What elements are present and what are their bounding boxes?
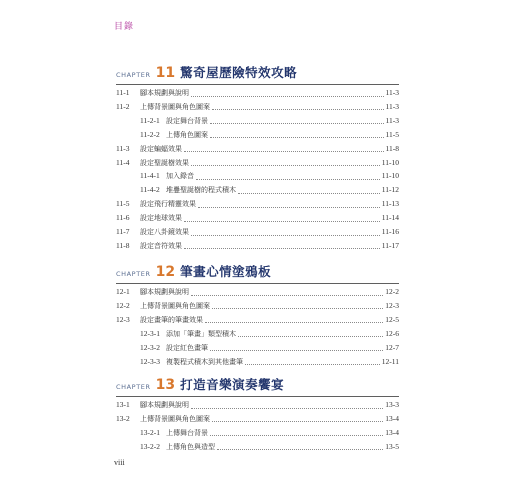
entry-number: 11-3 xyxy=(116,143,130,153)
entry-title: 腳本規劃與說明 xyxy=(140,401,189,409)
entry-number: 11-1 xyxy=(116,88,130,97)
entry-title: 設定舞台背景 xyxy=(166,116,208,125)
entry-page: 12-7 xyxy=(385,342,399,352)
chapter-title: 驚奇屋歷險特效攻略 xyxy=(180,65,298,80)
dot-leader xyxy=(184,248,380,249)
dot-leader xyxy=(191,295,383,296)
entry-number: 11-4 xyxy=(116,157,130,167)
entry-number: 11-2 xyxy=(116,101,130,111)
entry-page: 11-3 xyxy=(385,88,399,97)
entry-number: 12-1 xyxy=(116,287,130,296)
dot-leader xyxy=(184,221,380,222)
entry-page: 12-11 xyxy=(381,356,399,366)
entry-title: 腳本規劃與說明 xyxy=(140,288,189,296)
chapter-number: 13 xyxy=(155,377,176,393)
toc-entry xyxy=(116,156,399,170)
entry-number: 13-2 xyxy=(116,413,130,423)
toc-entry xyxy=(116,100,399,114)
entry-page: 13-5 xyxy=(385,441,399,451)
entry-number: 13-2-1 xyxy=(140,427,160,437)
dot-leader xyxy=(210,137,384,138)
entry-title: 上傳背景圖與角色圖案 xyxy=(140,414,210,423)
chapter-number: 11 xyxy=(155,65,176,81)
dot-leader xyxy=(212,109,384,110)
toc-entry xyxy=(116,211,399,225)
entry-page: 11-5 xyxy=(385,129,399,139)
dot-leader xyxy=(210,123,384,124)
toc-subentry xyxy=(116,327,399,341)
toc-entry xyxy=(116,299,399,313)
entry-number: 12-3-3 xyxy=(140,356,160,366)
chapter-label: CHAPTER xyxy=(116,270,151,278)
entry-title: 堆疊聖誕樹的程式積木 xyxy=(166,186,236,195)
entry-page: 11-3 xyxy=(385,115,399,125)
entry-title: 上傳角色圖案 xyxy=(166,130,208,139)
toc-subentry xyxy=(116,426,399,440)
entry-page: 13-3 xyxy=(385,400,399,409)
toc-subentry xyxy=(116,440,399,454)
toc-subentry xyxy=(116,128,399,142)
dot-leader xyxy=(210,435,383,436)
chapter-rule xyxy=(116,396,399,397)
chapter-rule xyxy=(116,84,399,85)
entry-number: 13-1 xyxy=(116,400,130,409)
dot-leader xyxy=(191,96,384,97)
entry-number: 11-2-1 xyxy=(140,115,160,125)
entry-number: 11-2-2 xyxy=(140,129,160,139)
toc-entry xyxy=(116,285,399,299)
entry-page: 11-10 xyxy=(381,171,399,181)
entry-number: 12-3 xyxy=(116,314,130,324)
dot-leader xyxy=(205,322,383,323)
dot-leader xyxy=(217,449,383,450)
entry-page: 11-8 xyxy=(385,143,399,153)
dot-leader xyxy=(184,151,384,152)
toc-entry xyxy=(116,239,399,253)
entry-title: 設定飛行精靈效果 xyxy=(140,200,196,209)
page-number: viii xyxy=(114,458,125,467)
entry-title: 上傳背景圖與角色圖案 xyxy=(140,301,210,310)
toc-entry xyxy=(116,412,399,426)
entry-title: 添加「筆畫」類型積木 xyxy=(166,329,236,338)
entry-title: 設定八卦鏡效果 xyxy=(140,228,189,236)
dot-leader xyxy=(212,421,383,422)
toc-entry xyxy=(116,398,399,412)
chapter-heading xyxy=(116,262,399,282)
toc-subentry xyxy=(116,355,399,369)
entry-title: 設定音符效果 xyxy=(140,241,182,250)
chapter-number: 12 xyxy=(155,264,176,280)
entry-title: 設定畫筆的筆畫效果 xyxy=(140,315,203,324)
entry-title: 上傳角色與造型 xyxy=(166,442,215,451)
entry-page: 12-2 xyxy=(385,287,399,296)
entry-number: 12-2 xyxy=(116,300,130,310)
entry-title: 上傳舞台背景 xyxy=(166,428,208,437)
dot-leader xyxy=(198,207,380,208)
chapter-heading xyxy=(116,63,399,83)
chapter-title: 筆畫心情塗鴉板 xyxy=(180,264,272,279)
entry-number: 11-8 xyxy=(116,240,130,250)
toc-entry xyxy=(116,225,399,239)
dot-leader xyxy=(210,350,383,351)
chapter-label: CHAPTER xyxy=(116,71,151,79)
entry-page: 13-4 xyxy=(385,427,399,437)
toc-entry xyxy=(116,142,399,156)
entry-page: 11-17 xyxy=(381,240,399,250)
entry-title: 腳本規劃與說明 xyxy=(140,89,189,97)
entry-page: 12-6 xyxy=(385,328,399,338)
entry-page: 11-3 xyxy=(385,101,399,111)
toc-subentry xyxy=(116,169,399,183)
entry-number: 11-4-2 xyxy=(140,185,160,195)
entry-title: 加入錄音 xyxy=(166,172,194,181)
dot-leader xyxy=(238,193,380,194)
entry-number: 12-3-1 xyxy=(140,328,160,338)
entry-page: 11-12 xyxy=(381,185,399,195)
entry-page: 11-13 xyxy=(381,199,399,209)
toc-entry xyxy=(116,86,399,100)
dot-leader xyxy=(245,364,380,365)
dot-leader xyxy=(191,165,380,166)
entry-title: 設定紅色畫筆 xyxy=(166,343,208,352)
entry-number: 11-6 xyxy=(116,213,130,223)
chapter-title: 打造音樂演奏饗宴 xyxy=(180,377,285,392)
chapter-rule xyxy=(116,283,399,284)
toc-subentry xyxy=(116,114,399,128)
toc-entry xyxy=(116,197,399,211)
dot-leader xyxy=(212,308,383,309)
entry-number: 13-2-2 xyxy=(140,441,160,451)
entry-number: 11-5 xyxy=(116,199,130,209)
toc-subentry xyxy=(116,183,399,197)
dot-leader xyxy=(238,336,383,337)
entry-title: 設定蝙蝠效果 xyxy=(140,144,182,153)
entry-page: 13-4 xyxy=(385,413,399,423)
entry-page: 11-10 xyxy=(381,157,399,167)
chapter-heading xyxy=(116,375,399,395)
dot-leader xyxy=(191,408,383,409)
entry-page: 12-3 xyxy=(385,300,399,310)
entry-number: 11-7 xyxy=(116,227,130,236)
chapter-label: CHAPTER xyxy=(116,383,151,391)
entry-title: 上傳背景圖與角色圖案 xyxy=(140,102,210,111)
entry-page: 12-5 xyxy=(385,314,399,324)
toc-entry xyxy=(116,313,399,327)
entry-title: 複製程式積木到其他畫筆 xyxy=(166,357,243,366)
dot-leader xyxy=(196,179,380,180)
entry-number: 12-3-2 xyxy=(140,342,160,352)
dot-leader xyxy=(191,235,380,236)
entry-page: 11-16 xyxy=(381,227,399,236)
entry-title: 設定聖誕樹效果 xyxy=(140,158,189,167)
toc-subentry xyxy=(116,341,399,355)
entry-number: 11-4-1 xyxy=(140,171,160,181)
entry-title: 設定地球效果 xyxy=(140,214,182,223)
entry-page: 11-14 xyxy=(381,213,399,223)
running-header: 目錄 xyxy=(114,22,135,32)
